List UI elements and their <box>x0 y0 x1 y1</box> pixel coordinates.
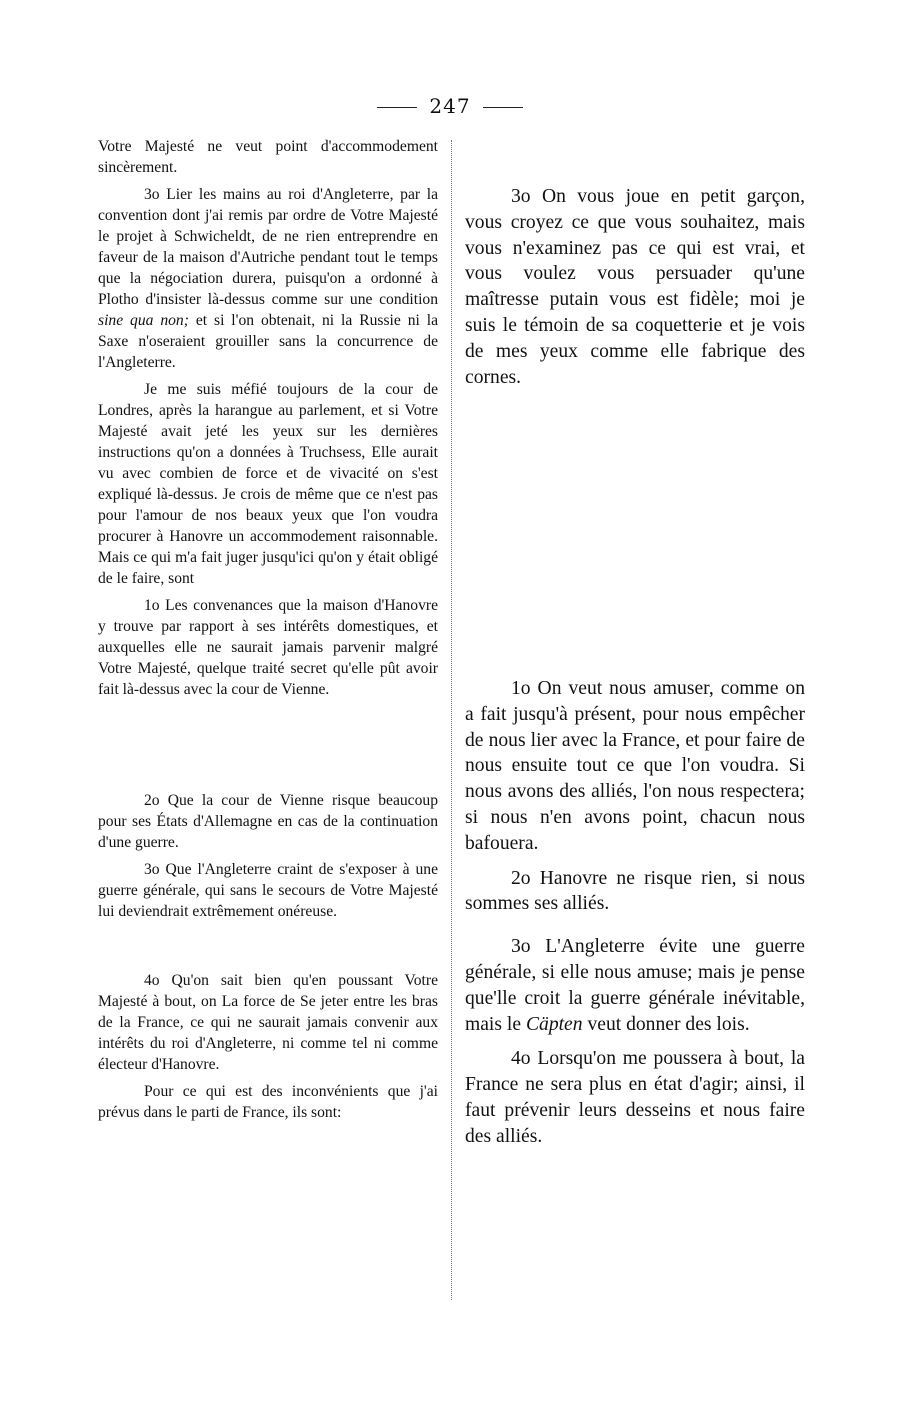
italic-text: sine qua non; <box>98 312 189 329</box>
header-rule-right <box>483 107 523 108</box>
right-paragraph: 2o Hanovre ne risque rien, si nous sommes ses alliés. <box>465 867 805 915</box>
left-paragraph: 1o Les convenances que la maison d'Hanovre y trouve par rapport à ses intérêts domestiques, et auxquelles elle ne saurait jamais parvenir malgré Votre Majesté, quelque traité secret qu'elle pût avoir fait là-dessus avec la cour de Vienne. <box>98 597 438 698</box>
header-rule-left <box>377 107 417 108</box>
column-divider <box>451 140 452 1300</box>
text-run: 3o L'Angleterre évite une guerre générale, si elle nous amuse; mais je pense que'lle croit la guerre générale inévitable, mais le <box>465 936 805 1035</box>
left-paragraph: Pour ce qui est des inconvénients que j'ai prévus dans le parti de France, ils sont: <box>98 1083 438 1121</box>
left-paragraph: 3o Que l'Angleterre craint de s'exposer à une guerre générale, qui sans le secours de Votre Majesté lui deviendrait extrêmement onéreuse. <box>98 861 438 920</box>
right-column-bottom <box>465 676 805 1159</box>
text-run: 3o Lier les mains au roi d'Angleterre, par la convention dont j'ai remis par ordre de Votre Majesté le projet à Schwicheldt, de ne rien entreprendre en faveur de la maison d'Autriche pendant tout le temps que la négociation durera, puisqu'on a ordonné à Plotho d'insister là-dessus comme sur une condition <box>98 186 438 308</box>
right-paragraph <box>465 934 805 1037</box>
right-paragraph: 4o Lorsqu'on me poussera à bout, la France ne sera plus en état d'agir; ainsi, il faut prévenir leurs desseins et nous faire des alliés. <box>465 1048 805 1147</box>
left-column <box>98 136 438 1129</box>
right-paragraph: 3o On vous joue en petit garçon, vous croyez ce que vous souhaitez, mais vous n'examinez pas ce qui est vrai, et vous voulez vous persuader qu'une maîtresse putain vous est fidèle; moi je suis le témoin de sa coquetterie et je vois de mes yeux comme elle fabrique des cornes. <box>465 186 805 388</box>
right-paragraph: 1o On veut nous amuser, comme on a fait jusqu'à présent, pour nous empêcher de nous lier avec la France, et pour faire de nous ensuite tout ce que l'on voudra. Si nous avons des alliés, l'on nous respectera; si nous n'en avons point, chacun nous bafouera. <box>465 678 805 854</box>
left-paragraph: Votre Majesté ne veut point d'accommodement sincèrement. <box>98 138 438 176</box>
text-run: veut donner des lois. <box>582 1013 750 1035</box>
left-paragraph: 4o Qu'on sait bien qu'en poussant Votre Majesté à bout, on La force de Se jeter entre les bras de la France, ce qui ne saurait jamais convenir aux intérêts du roi d'Angleterre, ni comme tel ni comme électeur d'Hanovre. <box>98 972 438 1073</box>
text-run: et si l'on obtenait, ni la Russie ni la Saxe n'oseraient grouiller sans la concurrence de l'Angleterre. <box>98 312 438 371</box>
page-header <box>0 94 900 118</box>
left-paragraph: Je me suis méfié toujours de la cour de Londres, après la harangue au parlement, et si Votre Majesté avait jeté les yeux sur les dernières instructions qu'on a données à Truchsess, Elle aurait vu avec combien de force et de vivacité on s'est expliqué là-dessus. Je crois de même que ce n'est pas pour l'amour de nos beaux yeux que l'on voudra procurer à Hanovre un accommodement raisonnable. Mais ce qui m'a fait juger jusqu'ici qu'on y était obligé de le faire, sont <box>98 381 438 587</box>
left-paragraph: 2o Que la cour de Vienne risque beaucoup pour ses États d'Allemagne en cas de la continuation d'une guerre. <box>98 792 438 851</box>
italic-text: Cäpten <box>525 1013 583 1035</box>
spacer <box>465 926 805 934</box>
left-paragraph <box>98 184 438 373</box>
page-number: 247 <box>429 94 471 118</box>
spacer <box>98 706 438 790</box>
spacer <box>98 928 438 970</box>
right-column-top <box>465 184 805 399</box>
